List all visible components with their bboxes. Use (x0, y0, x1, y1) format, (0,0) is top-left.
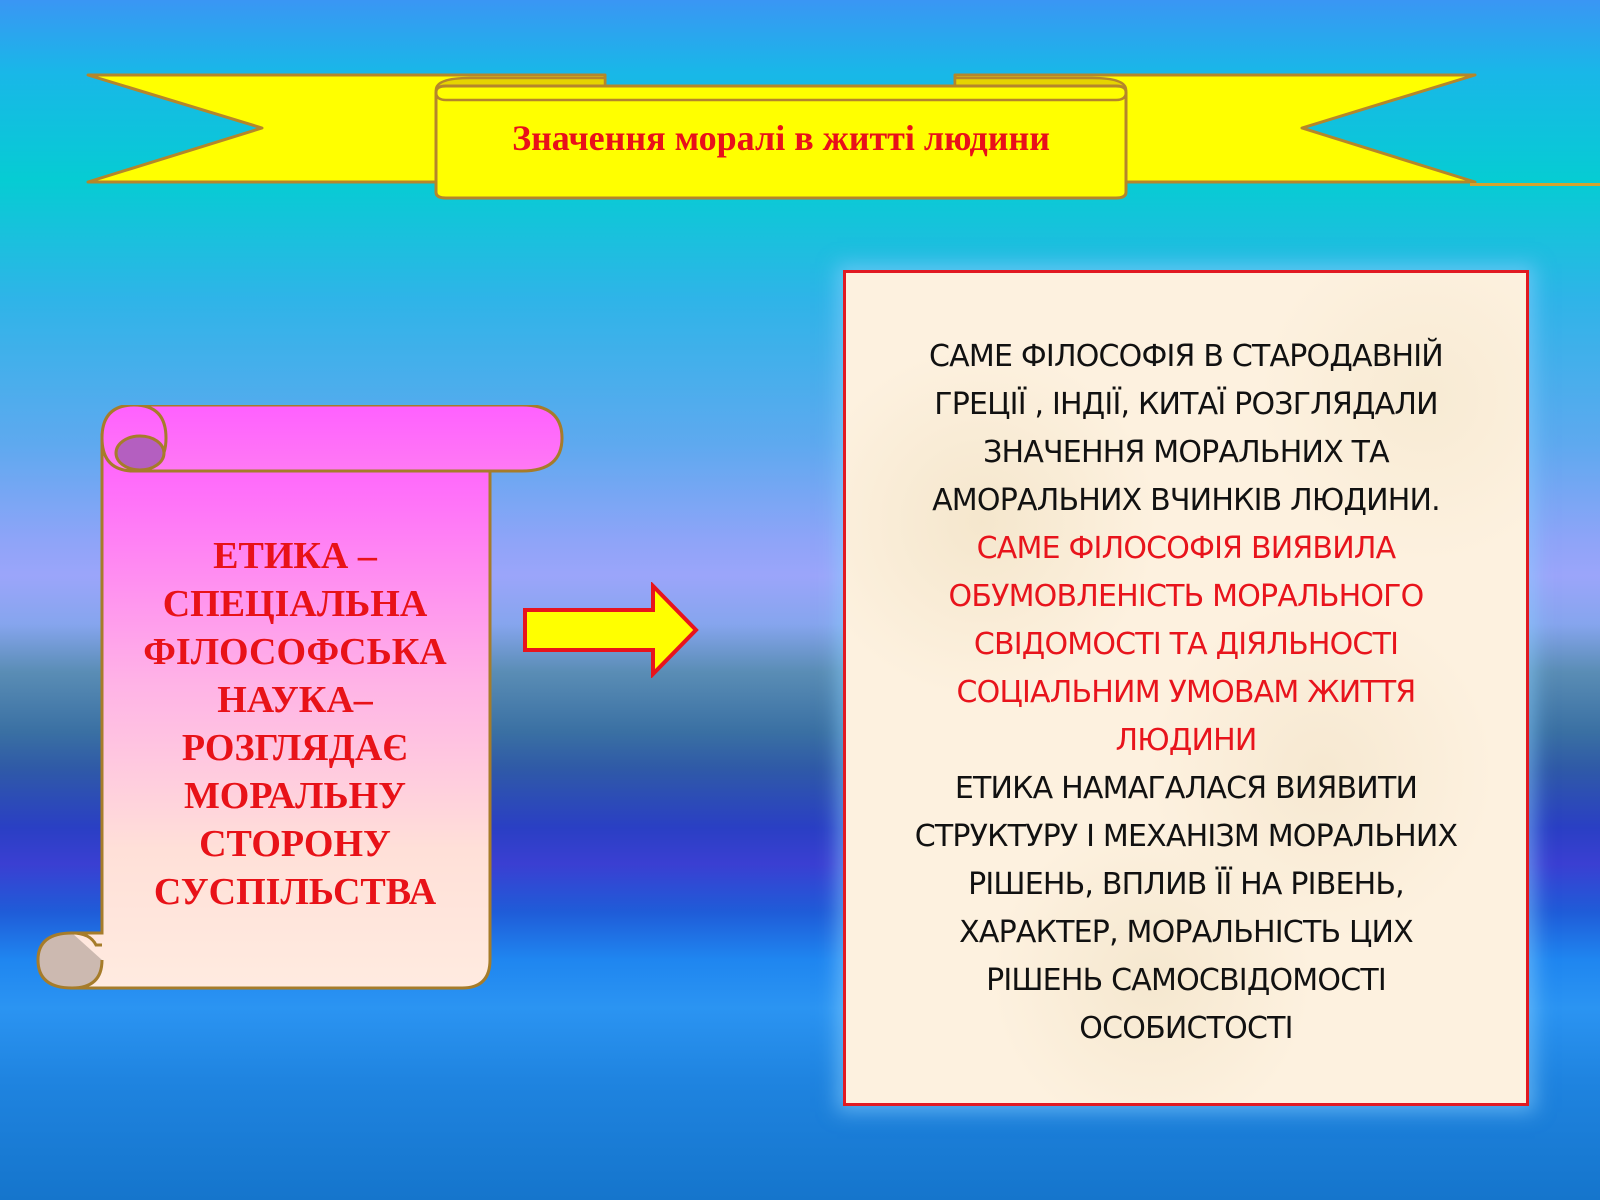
info-line: АМОРАЛЬНИХ ВЧИНКІВ ЛЮДИНИ. (932, 483, 1440, 518)
info-line-highlight: СВІДОМОСТІ ТА ДІЯЛЬНОСТІ (973, 627, 1399, 662)
info-line: ЕТИКА НАМАГАЛАСЯ ВИЯВИТИ (954, 771, 1418, 806)
info-line: ГРЕЦІЇ , ІНДІЇ, КИТАЇ РОЗГЛЯДАЛИ (934, 387, 1438, 422)
info-box (843, 270, 1529, 1106)
info-line: ХАРАКТЕР, МОРАЛЬНІСТЬ ЦИХ (959, 915, 1413, 950)
scroll-text (120, 532, 470, 916)
info-line: ЗНАЧЕННЯ МОРАЛЬНИХ ТА (983, 435, 1389, 470)
info-line-highlight: САМЕ ФІЛОСОФІЯ ВИЯВИЛА (976, 531, 1396, 566)
scroll-line: СТОРОНУ (199, 823, 391, 865)
info-line: ОСОБИСТОСТІ (1079, 1011, 1293, 1046)
info-line: СТРУКТУРУ І МЕХАНІЗМ МОРАЛЬНИХ (914, 819, 1458, 854)
page-title: Значення моралі в житті людини (512, 118, 1050, 158)
right-arrow-icon (520, 582, 700, 678)
info-line: САМЕ ФІЛОСОФІЯ В СТАРОДАВНІЙ (929, 339, 1443, 374)
scroll-line: ЕТИКА – (213, 535, 377, 577)
info-line-highlight: СОЦІАЛЬНИМ УМОВАМ ЖИТТЯ (956, 675, 1416, 710)
info-line-highlight: ЛЮДИНИ (1115, 723, 1257, 758)
ribbon-banner-icon (0, 0, 1600, 220)
scroll-line: СУСПІЛЬСТВА (153, 871, 437, 913)
info-line: РІШЕНЬ САМОСВІДОМОСТІ (986, 963, 1386, 998)
scroll-top-roll (102, 405, 562, 471)
info-line-highlight: ОБУМОВЛЕНІСТЬ МОРАЛЬНОГО (948, 579, 1424, 614)
info-line: РІШЕНЬ, ВПЛИВ ЇЇ НА РІВЕНЬ, (968, 867, 1404, 902)
decorative-gold-rule (1470, 183, 1600, 186)
scroll-line: СПЕЦІАЛЬНА (162, 583, 428, 625)
scroll-line: МОРАЛЬНУ (183, 775, 407, 817)
scroll-line: НАУКА– (217, 679, 373, 721)
scroll-line: ФІЛОСОФСЬКА (143, 631, 447, 673)
scroll-top-curl-shade (116, 436, 164, 470)
info-text (846, 333, 1526, 1053)
scroll-line: РОЗГЛЯДАЄ (181, 727, 409, 769)
